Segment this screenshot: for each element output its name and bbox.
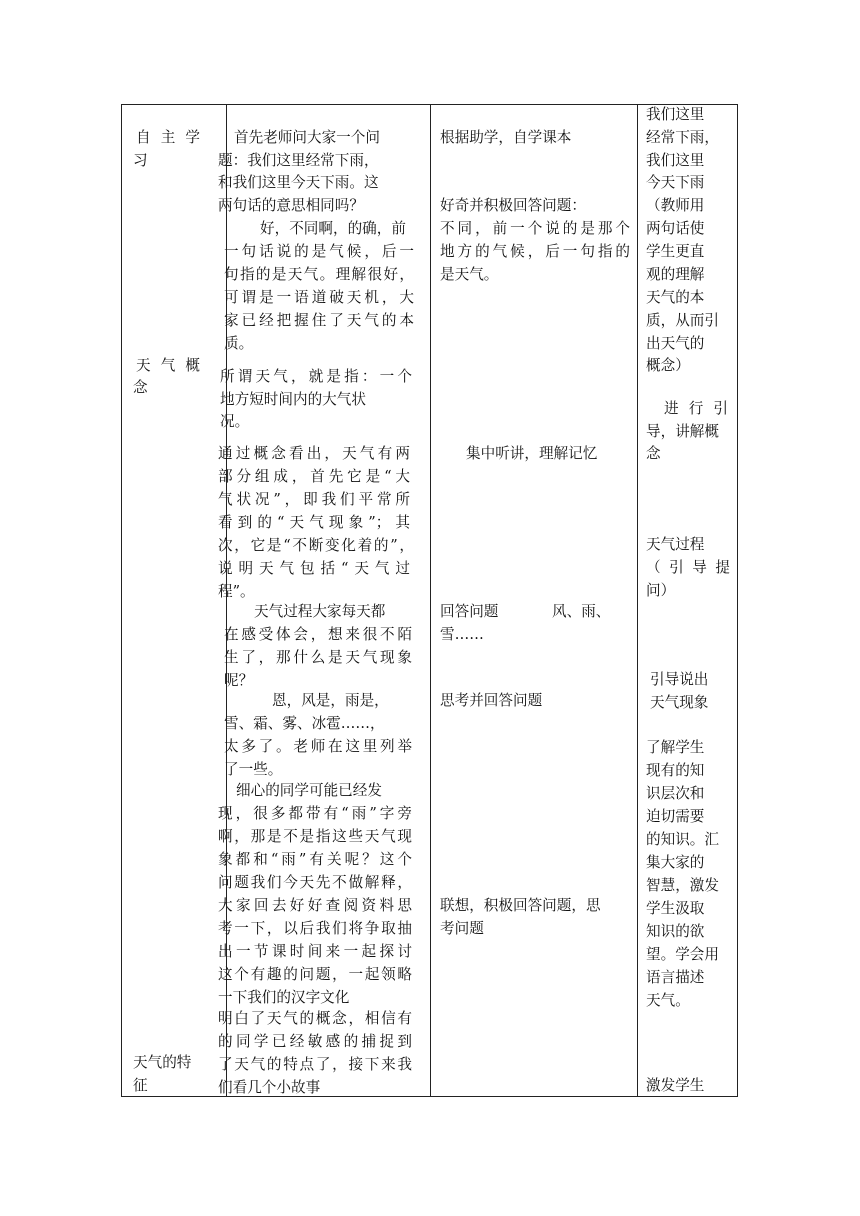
intent-text-line: 学生汲取: [646, 900, 705, 917]
student-text-line: 不同，前一个说的是那个: [440, 220, 630, 237]
intent-text-line: 集大家的: [646, 854, 705, 871]
student-text-line: 考问题: [440, 920, 484, 937]
teacher-text-line: 气状况”，即我们平常所: [218, 491, 410, 508]
intent-text-line: 天气过程: [646, 536, 705, 553]
teacher-text-line: 现，很多都带有“雨”字旁: [218, 805, 412, 822]
student-text-line: 集中听讲，理解记忆: [466, 445, 598, 462]
student-text-line: 回答问题: [440, 603, 499, 620]
section-label-zizhu-cont: 习: [133, 152, 148, 169]
intent-text-line: 进 行 引: [664, 400, 728, 417]
student-text-line: 好奇并积极回答问题：: [440, 197, 586, 214]
teacher-text-line: 这个有趣的问题，一起领略: [218, 966, 412, 983]
intent-text-line: 问）: [646, 582, 676, 599]
student-text-line: 是天气。: [440, 266, 499, 283]
intent-text-line: 智慧，激发: [646, 877, 719, 894]
teacher-text-line: 细心的同学可能已经发: [236, 782, 382, 799]
teacher-text-line: 地方短时间内的大气状: [220, 391, 366, 408]
intent-text-line: 识层次和: [646, 785, 705, 802]
teacher-text-line: 通过概念看出，天气有两: [218, 445, 410, 462]
student-text-line: 根据助学，自学课本: [440, 129, 572, 146]
column-divider-2: [430, 105, 431, 1096]
intent-text-line: 我们这里: [646, 106, 705, 123]
teacher-text-line: 说明天气包括“天气过: [218, 560, 410, 577]
intent-text-line: 的知识。汇: [646, 831, 719, 848]
teacher-text-line: 太多了。老师在这里列举: [224, 738, 412, 755]
intent-text-line: 天气。: [646, 992, 690, 1009]
intent-text-line: 概念）: [646, 357, 690, 374]
teacher-text-line: 所谓天气，就是指：一个: [220, 368, 412, 385]
intent-text-line: 知识的欲: [646, 923, 705, 940]
teacher-text-line: 呢？: [224, 672, 254, 689]
teacher-text-line: 了一些。: [224, 761, 283, 778]
teacher-text-line: 好，不同啊，的确，前: [260, 220, 406, 237]
student-text-line: 地方的气候，后一句指的: [440, 243, 630, 260]
intent-text-line: 我们这里: [646, 152, 705, 169]
intent-text-line: 激发学生: [646, 1077, 705, 1094]
intent-text-line: 两句话使: [646, 220, 705, 237]
intent-text-line: 引导说出: [650, 671, 709, 688]
teacher-text-line: 天气过程大家每天都: [254, 603, 386, 620]
teacher-text-line: 了天气的特点了，接下来我: [218, 1056, 412, 1073]
teacher-text-line: 和我们这里今天下雨。这: [218, 174, 379, 191]
teacher-text-line: 在感受体会，想来很不陌: [224, 626, 412, 643]
teacher-text-line: 雪、霜、雾、冰雹……，: [224, 715, 385, 732]
teacher-text-line: 题：我们这里经常下雨，: [218, 152, 379, 169]
teacher-text-line: 质。: [224, 335, 254, 352]
intent-text-line: 语言描述: [646, 969, 705, 986]
student-text-line: 思考并回答问题: [440, 692, 543, 709]
teacher-text-line: 部分组成，首先它是“大: [218, 468, 410, 485]
student-text-line: 雪……: [440, 626, 484, 643]
teacher-text-line: 明白了天气的概念，相信有: [218, 1010, 412, 1027]
student-text-line: 联想，积极回答问题，思: [440, 897, 601, 914]
teacher-text-line: 况。: [220, 413, 250, 430]
column-divider-3: [637, 105, 638, 1096]
section-label-zizhu: 自 主 学: [136, 129, 200, 146]
teacher-text-line: 程”。: [218, 583, 255, 600]
intent-text-line: 观的理解: [646, 266, 705, 283]
teacher-text-line: 恩，风是，雨是，: [272, 692, 389, 709]
teacher-text-line: 两句话的意思相同吗？: [218, 197, 364, 214]
intent-text-line: 天气的本: [646, 289, 705, 306]
intent-text-line: 现有的知: [646, 762, 705, 779]
intent-text-line: 学生更直: [646, 243, 705, 260]
teacher-text-line: 出一节课时间来一起探讨: [218, 943, 412, 960]
teacher-text-line: 可谓是一语道破天机，大: [224, 289, 414, 306]
teacher-text-line: 首先老师问大家一个问: [234, 129, 380, 146]
intent-text-line: 经常下雨，: [646, 129, 719, 146]
teacher-text-line: 生了，那什么是天气现象: [224, 649, 412, 666]
section-label-tianqi-gainian: 天 气 概: [136, 357, 200, 374]
teacher-text-line: 的同学已经敏感的捕捉到: [218, 1033, 412, 1050]
teacher-text-line: 一下我们的汉字文化: [218, 989, 350, 1006]
section-label-tedian-cont: 征: [133, 1077, 148, 1094]
intent-text-line: 今天下雨: [646, 174, 705, 191]
teacher-text-line: 象都和“雨”有关呢？这个: [218, 851, 412, 868]
teacher-text-line: 句指的是天气。理解很好，: [224, 266, 414, 283]
intent-text-line: 望。学会用: [646, 946, 719, 963]
teacher-text-line: 考一下，以后我们将争取抽: [218, 920, 412, 937]
intent-text-line: 迫切需要: [646, 808, 705, 825]
intent-text-line: （教师用: [646, 197, 705, 214]
teacher-text-line: 一句话说的是气候，后一: [224, 243, 414, 260]
intent-text-line: （ 引 导 提: [646, 559, 730, 576]
teacher-text-line: 家已经把握住了天气的本: [224, 312, 414, 329]
intent-text-line: 质，从而引: [646, 312, 719, 329]
student-text-line: 风、雨、: [552, 603, 611, 620]
teacher-text-line: 啊，那是不是指这些天气现: [218, 828, 412, 845]
teacher-text-line: 大家回去好好查阅资料思: [218, 897, 412, 914]
teacher-text-line: 次，它是“不断变化着的”，: [218, 537, 414, 554]
section-label-tianqi-gainian-cont: 念: [133, 379, 148, 396]
intent-text-line: 出天气的: [646, 335, 705, 352]
teacher-text-line: 看到的“天气现象”；其: [218, 514, 410, 531]
intent-text-line: 念: [646, 445, 661, 462]
section-label-tedian: 天气的特: [133, 1054, 192, 1071]
intent-text-line: 导，讲解概: [646, 423, 719, 440]
intent-text-line: 天气现象: [650, 694, 709, 711]
teacher-text-line: 们看几个小故事: [218, 1079, 321, 1096]
intent-text-line: 了解学生: [646, 739, 705, 756]
teacher-text-line: 问题我们今天先不做解释，: [218, 874, 412, 891]
